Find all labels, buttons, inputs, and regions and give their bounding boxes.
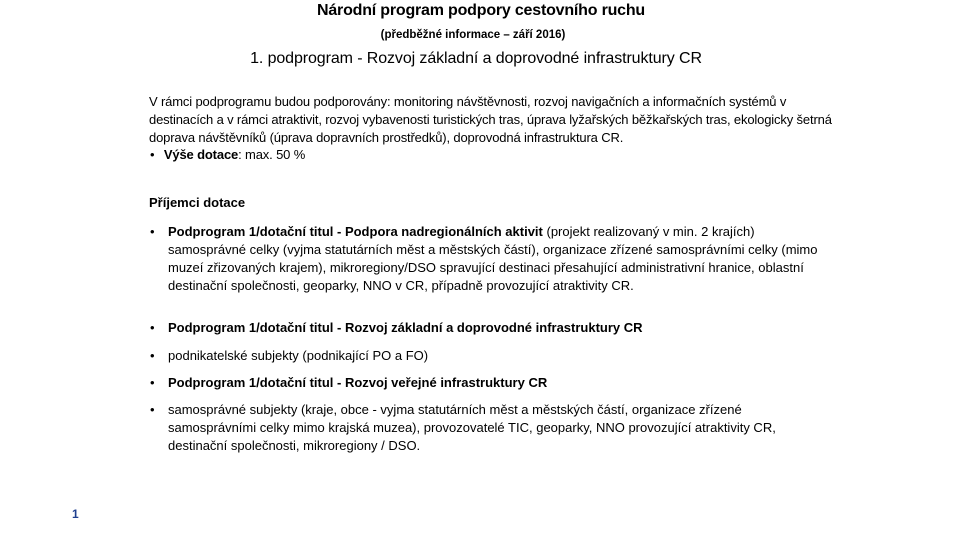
recipients-heading: Příjemci dotace: [149, 195, 246, 210]
bullet: •: [150, 224, 155, 239]
bullet: •: [150, 348, 155, 363]
rate-label: Výše dotace: [163, 147, 239, 163]
bullet: •: [150, 375, 155, 390]
list-item-text: samosprávné subjekty (kraje, obce - vyjma statutárních měst a městských částí, organizace zřízené samosprávními celky mimo krajská muzea), provozovatelé TIC, geoparky, NNO provozující atraktivity CR, destinační společnosti, mikroregiony / DSO.: [168, 402, 776, 453]
slide-subtitle: (předběžné informace – září 2016): [380, 29, 566, 41]
rate-value: : max. 50 %: [238, 147, 306, 163]
slide-title: Národní program podpory cestovního ruchu: [316, 2, 646, 19]
page-number: 1: [72, 507, 79, 521]
list-item-bold: Podprogram 1/dotační titul - Rozvoj základní a doprovodné infrastruktury CR: [168, 320, 643, 335]
section-heading: 1. podprogram - Rozvoj základní a doprovodné infrastruktury CR: [250, 50, 702, 67]
list-item-text: [168, 223, 823, 295]
intro-block: [149, 93, 839, 164]
intro-rate-line: [149, 146, 839, 164]
bullet: •: [150, 402, 155, 417]
list-item-text: podnikatelské subjekty (podnikající PO a FO): [168, 348, 429, 363]
list-item-detail: (projekt realizovaný v min. 2 krajích) samosprávné celky (vyjma statutárních měst a městských částí), organizace zřízené samosprávními celky (mimo muzeí zřizovaných krajem), mikroregiony/DSO spravující destinaci přesahující administrativní hranice, oblastní destinační společnosti, geoparky, NNO v CR, případně provozující atraktivity CR.: [168, 224, 818, 293]
list-item-text: [168, 319, 828, 337]
bullet: •: [150, 147, 155, 163]
intro-paragraph: V rámci podprogramu budou podporovány: monitoring návštěvnosti, rozvoj navigačních a informačních systémů v destinacích a v rámci atraktivit, rozvoj vybavenosti turistických tras, úprava lyžařských běžkařských tras, ekologicky šetrná doprava návštěvníků (úprava dopravních prostředků), doprovodná infrastruktura CR.: [149, 94, 832, 145]
list-item-bold: Podprogram 1/dotační titul - Podpora nadregionálních aktivit: [168, 224, 543, 239]
list-item-text: [168, 374, 828, 392]
bullet: •: [150, 320, 155, 335]
list-item-bold: Podprogram 1/dotační titul - Rozvoj veřejné infrastruktury CR: [168, 375, 548, 390]
